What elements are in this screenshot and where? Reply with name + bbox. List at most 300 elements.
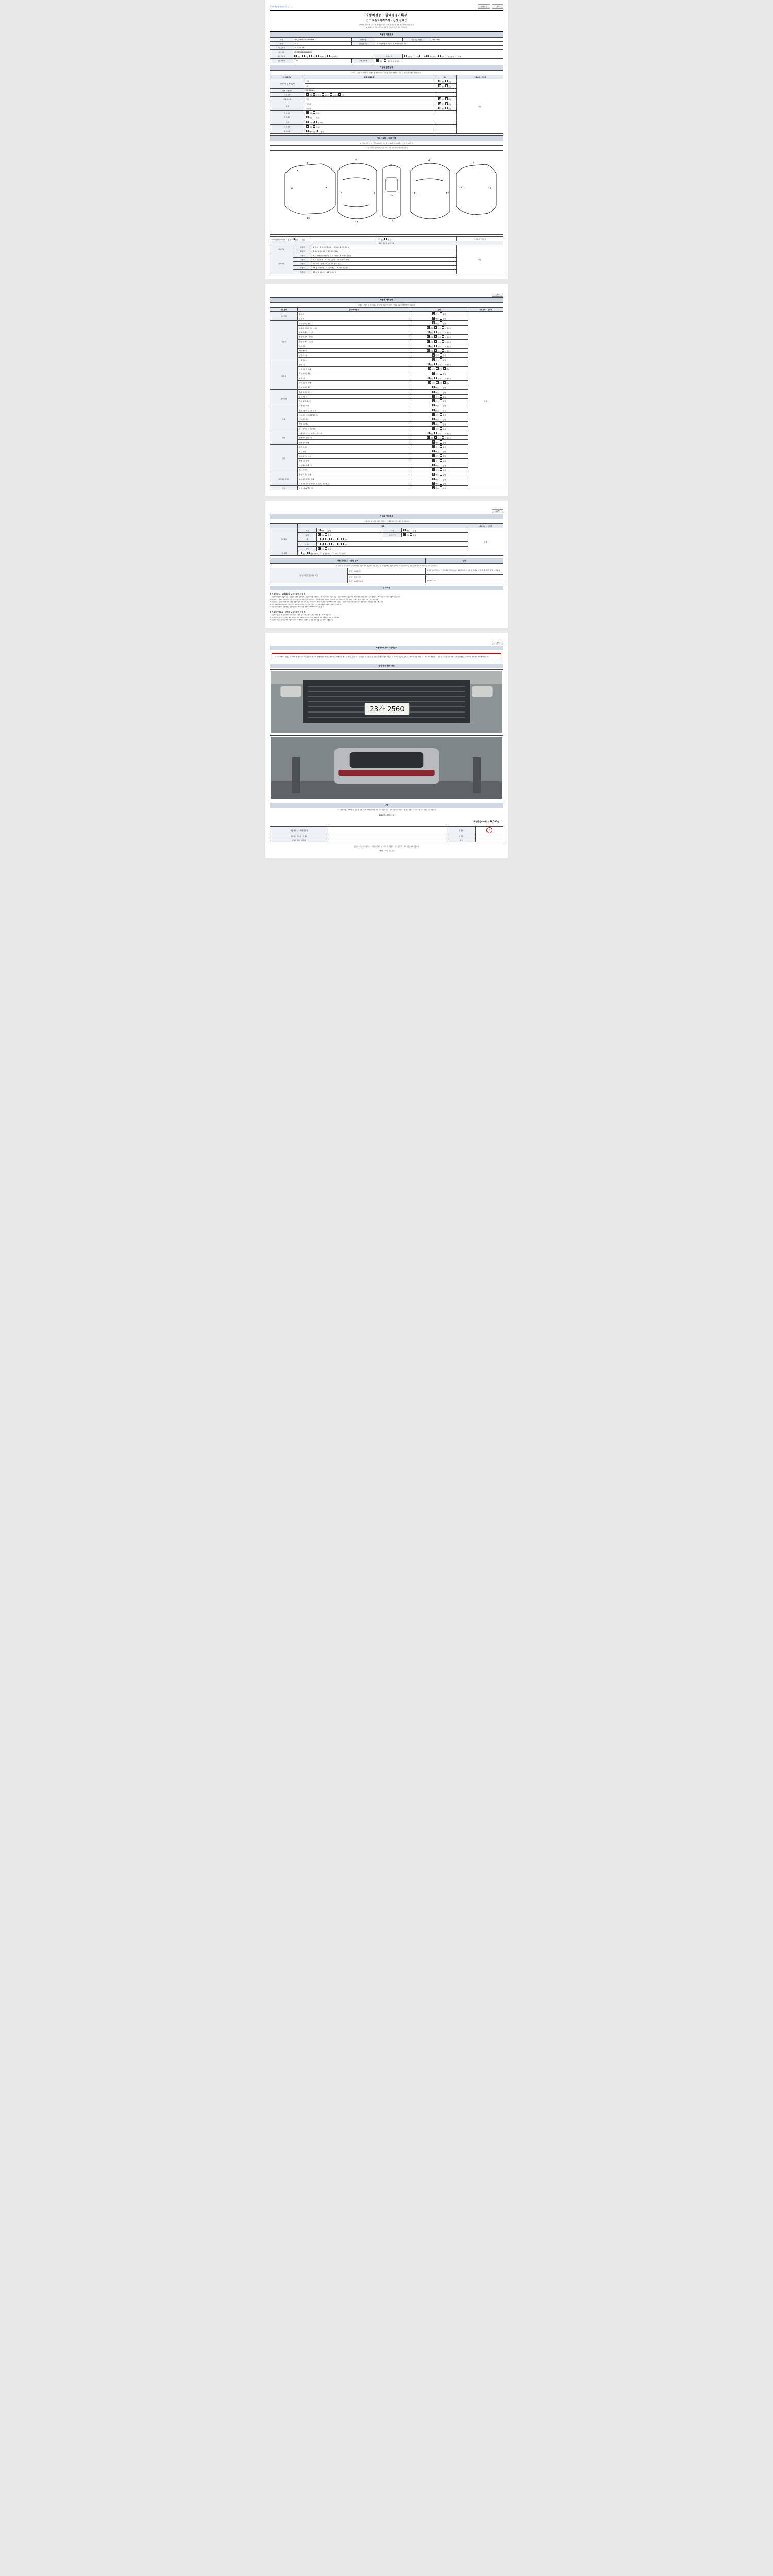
- frame-rank-6: 4랭크: [293, 266, 312, 270]
- fuel-gasoline[interactable]: 가솔린: [404, 56, 412, 58]
- frame-rank-2: 2랭크: [293, 249, 312, 253]
- parts-item-state[interactable]: 없음 누수 미세누수: [410, 344, 468, 348]
- warning-item: 2. 자동차성능 · 상태점검자의 가격조사 · 산정 내용은 매수인이 자동차가격조사 · 산정을 의뢰한 경우에만 기재하며, 자동차가격조사 · 산정 금액은 구매 시 참고사항이며 법적 효력은 없습니다.: [270, 598, 379, 600]
- parts-row: [270, 316, 503, 321]
- parts-row: [270, 376, 503, 380]
- parts-item-state[interactable]: 없음 누수 미세누수: [410, 348, 468, 353]
- frame-rank-5: 3랭크: [293, 262, 312, 266]
- warning-heading: 유의사항: [270, 586, 503, 590]
- row-item-usechange[interactable]: 없음 있음: [305, 115, 433, 120]
- frame-legend-left: ☑ 사고(수리)이력(사고 있음) 없음 있음: [270, 236, 312, 241]
- sign-stamp-1: 인: [475, 826, 503, 834]
- section-basic-heading: 자동차 기본정보: [270, 32, 503, 38]
- page-badge-3: (3/4쪽): [492, 509, 503, 513]
- print-button[interactable]: 인쇄하기: [478, 4, 490, 9]
- parts-item-state[interactable]: 양호 불량: [410, 403, 468, 408]
- other-state-cleaning[interactable]: 양호 불량: [401, 533, 468, 537]
- row-item-option[interactable]: 없음 있음: [305, 124, 433, 129]
- sign-date: 2026년 03월 11일: [379, 814, 394, 816]
- parts-item-label: 원동기: [298, 312, 410, 316]
- parts-row: [270, 380, 503, 385]
- label-vin: 차대번호: [270, 50, 293, 54]
- photo-2-box: [270, 735, 503, 800]
- parts-row: [270, 371, 503, 376]
- frame-items-1: 1. 후드 2. 프론트펜더(좌) 3.도어 4.트렁크리드: [312, 245, 457, 249]
- row-state-front-seat[interactable]: 양호 불량: [433, 101, 457, 106]
- sign-row-sk-1: 점검자: [447, 826, 475, 834]
- parts-item-state[interactable]: 없음 누유 미세누유: [410, 435, 468, 440]
- warning-block: [270, 586, 503, 622]
- parts-item-state[interactable]: 양호 불량: [410, 445, 468, 449]
- other-col-price: 가격조사 · 산정가: [468, 524, 503, 528]
- parts-item-state[interactable]: 양호 불량: [410, 426, 468, 431]
- odo-normal[interactable]: 정상: [376, 60, 382, 62]
- row-item-front-seat: 앞좌석: [305, 101, 433, 106]
- parts-item-label: 커넥팅로드: [298, 358, 410, 362]
- parts-item-state[interactable]: 양호 불량: [410, 389, 468, 394]
- parts-item-state[interactable]: 양호 불량: [410, 454, 468, 459]
- fee-line: 책정받은수수료 : 66,700원: [473, 820, 499, 823]
- fuel-hybrid[interactable]: 하이브리드: [426, 56, 437, 58]
- row-state-meter[interactable]: 양호 불량: [433, 83, 457, 88]
- parts-item-state[interactable]: 양호 불량: [410, 358, 468, 362]
- parts-item-label: 오일누유: [298, 376, 410, 380]
- parts-item-label: 오일유량 및 상태: [298, 380, 410, 385]
- row-state-tuning: [433, 111, 457, 115]
- warning-item: 4. 성능 · 상태점검 내용에 대한 이의가 있는 경우에는 자동차성능 · 상태점검자 또는 자동차매매업자에게 문의하시기 바랍니다.: [270, 604, 342, 606]
- frame-price-head: 가격조사 · 산정가: [457, 236, 503, 241]
- estimate-label-opinion: 특기사항 및 점검자의 의견: [270, 568, 348, 583]
- svg-text:4: 4: [428, 159, 430, 162]
- parts-item-label: 추진축 및 베어링: [298, 399, 410, 403]
- parts-item-label: 라디에이터: [298, 348, 410, 353]
- parts-row: [270, 348, 503, 353]
- accident-table: [270, 135, 503, 150]
- other-item-glass: 유리: [298, 546, 316, 551]
- parts-item-state[interactable]: 양호 불량: [410, 467, 468, 472]
- parts-item-state[interactable]: 없음 누유 미세누유: [410, 339, 468, 344]
- svg-text:16: 16: [355, 221, 359, 224]
- parts-row: [270, 403, 503, 408]
- svg-text:11: 11: [414, 192, 417, 195]
- frame-outer-label: 외판부위: [270, 245, 293, 253]
- page-wrapper: [0, 0, 773, 858]
- sign-row-key-2: 자동차가격조사 · 산정자: [270, 834, 328, 838]
- parts-row: [270, 326, 503, 330]
- svg-text:3: 3: [390, 164, 392, 167]
- section-detail-note: (매도, 주요골격, 거래조사 · 산정에 및 체크사항은 동시산정 자동차가격조사 · 산정을 원하신 경우에만 작성됩니다): [270, 70, 503, 75]
- estimate-key-3: 점검 · 상태점검일자: [348, 579, 426, 583]
- parts-item-state[interactable]: 양호 불량: [410, 421, 468, 426]
- row-group-noise: 진동 / 소음: [270, 97, 305, 101]
- parts-row: [270, 408, 503, 413]
- row-item-rental: 상용: [305, 79, 433, 83]
- parts-row: [270, 467, 503, 472]
- frame-rank-4: 2랭크: [293, 258, 312, 262]
- parts-row: [270, 362, 503, 367]
- parts-item-state[interactable]: 적정 부족 과다: [410, 367, 468, 371]
- estimate-note: ※ 가격조사 · 산정가격은 당일차량상태 기준가격에 성능상태 부분 가격조사 · 산정금액을 합산한 금액입니다. (감가상태 등 차량정보에 따라 가격이 변동 될 수 있습니다.): [270, 563, 503, 568]
- parts-item-state[interactable]: 양호 불량: [410, 413, 468, 417]
- accident-note-2: ※ 하단 항목은 실제의 기준으로, 기타 차체 특성 상태차에 판매자 동의: [270, 145, 503, 150]
- estimate-right-head: 인하: [426, 558, 503, 563]
- parts-item-label: 배력장치 상태: [298, 440, 410, 445]
- parts-row: [270, 394, 503, 399]
- parts-item-label: 작동상태(공회전): [298, 321, 410, 326]
- frame-items-7: 17. 트렁크플로어 18. 루프레일: [312, 270, 457, 274]
- parts-item-state[interactable]: 없음 누유 미세누유: [410, 431, 468, 435]
- label-car-name: 차명: [270, 38, 293, 42]
- row-item-warranty[interactable]: 배터리등록 없음: [305, 129, 433, 133]
- parts-row: [270, 458, 503, 463]
- other-group-repair: 수리필요: [270, 528, 298, 551]
- section-accident-heading: 사고 · 교환 · 수리 이력: [270, 135, 503, 141]
- opt-etc[interactable]: 무단변속기: [327, 56, 338, 58]
- parts-row: [270, 477, 503, 481]
- other-info-table: [270, 514, 503, 555]
- parts-item-state[interactable]: 양호 불량: [410, 399, 468, 403]
- parts-item-state[interactable]: 양호 불량: [410, 458, 468, 463]
- parts-item-state[interactable]: 양호 불량: [410, 449, 468, 454]
- col-item: 항목/해당항목: [298, 308, 410, 312]
- sign-stamp-3: [475, 838, 503, 842]
- warning-item: 1. 자동차매매업자가 자동차성능 · 상태점검자에게 의뢰하여 「자동차관리법 시행규칙」 제120조에 따른 자동차성능 · 상태점검기록부를 발급받아 매수인에게 고지한 경우 자동차매매업자는 해당 내용에 대하여 보증책임을 집니다.: [270, 596, 401, 598]
- parts-group-3: 동력전달: [270, 389, 298, 408]
- parts-item-label: 타이로드엔드: [298, 421, 410, 426]
- value-inspection: 2024년 11월 13일 ~ 2026년 11월 13일: [375, 42, 503, 46]
- parts-row: [270, 431, 503, 435]
- document: [265, 0, 508, 858]
- parts-item-label: 실린더 헤드 / 개스킷: [298, 339, 410, 344]
- parts-item-label: 시동 모터: [298, 449, 410, 454]
- svg-text:23가 2560: 23가 2560: [369, 706, 405, 714]
- svg-text:17: 17: [390, 218, 394, 222]
- parts-row: [270, 334, 503, 339]
- frame-damage-table: [270, 236, 503, 275]
- parts-group-1: 원동기: [270, 321, 298, 362]
- warning-section-heading-1: ※ 자동차가격조사 · 산정자 보증에 관한 사항 등: [270, 611, 306, 613]
- parts-row: [270, 312, 503, 316]
- row-state-rear-seat[interactable]: 양호 불량: [433, 106, 457, 111]
- label-year: 연식: [270, 42, 293, 46]
- warning-item: 5. 점검 · 상태점검자의 보증범위는 점검일로부터 30일 이내, 주행거리 2,000km 이내로 합니다.: [270, 606, 325, 608]
- parts-row: [270, 367, 503, 371]
- title-note-1: (거래상 기준가격은 동시산정 자동차가격조사 · 산정 등에 의한 경우에만 작성됩니다): [359, 24, 414, 26]
- section-other-note: (중 항목은 동시산정 자동차가격조사 · 산정을 원하신 경우에만 작성됩니다): [270, 519, 503, 524]
- svg-text:6: 6: [291, 187, 293, 190]
- parts-item-state[interactable]: 없음 누유 미세누유: [410, 376, 468, 380]
- photo-heading: 점검 당시 촬영 사진: [270, 664, 503, 668]
- parts-item-label: 오일유량 및 상태: [298, 367, 410, 371]
- other-item-wheel: 휠: [298, 537, 316, 541]
- parts-group-7: 고전원전기장치: [270, 472, 298, 486]
- row-state-option: [433, 124, 457, 129]
- sign-row-key-3: 자동차매매 · 사업자: [270, 838, 328, 842]
- parts-item-state[interactable]: 양호 불량: [410, 385, 468, 389]
- parts-item-label: 작동상태(공회전): [298, 371, 410, 376]
- parts-item-label: 구동축전지 격리 상태: [298, 477, 410, 481]
- fuel-diesel[interactable]: 디젤: [413, 56, 419, 58]
- parts-item-label: 실내송풍 모터: [298, 458, 410, 463]
- page-badge-1: (1/4쪽): [492, 4, 503, 9]
- label-transmission: 변속기종류: [270, 54, 293, 59]
- parts-item-label: 디퍼런셜 기어: [298, 403, 410, 408]
- parts-item-label: 실린더 커버(로커암 커버): [298, 326, 410, 330]
- frame-items-4: 9. 프론트패널 10. 크로스멤버 11. 인사이드패널: [312, 258, 457, 262]
- odo-abnormal[interactable]: 비정상: [384, 60, 392, 62]
- parts-group-0: 자기진단: [270, 312, 298, 321]
- other-item-polish: 광택: [298, 533, 316, 537]
- parts-item-label: 연료누출(LPG포함): [298, 486, 410, 490]
- row-item-tuning[interactable]: 없음 있음: [305, 111, 433, 115]
- doc-link[interactable]: 자동차성능·상태점검기록부: [270, 6, 289, 8]
- warning-body: [270, 592, 503, 622]
- svg-text:5: 5: [473, 162, 475, 165]
- svg-text:12: 12: [446, 192, 449, 195]
- parts-item-state[interactable]: 없음 누유 미세누유: [410, 330, 468, 335]
- other-state-exterior[interactable]: 양호 불량: [316, 528, 383, 533]
- col-device: 주요장치: [270, 308, 298, 312]
- col-state: 상태: [410, 308, 468, 312]
- row-state-usechange: [433, 115, 457, 120]
- estimate-value-1: 점검에 적은 항목이 기재 부분은 점검시에서 제외되며 특기 사항은 차량의 구조, 도색, 부식 판별 수 있습니다.: [426, 568, 503, 574]
- row-item-meter: 계기: [305, 83, 433, 88]
- parts-group-5: 제동: [270, 431, 298, 445]
- other-item-tire: 타이어: [298, 541, 316, 546]
- frame-rank-1: 1랭크: [293, 245, 312, 249]
- estimate-value-3: 2026-03-11: [426, 579, 503, 583]
- parts-item-state[interactable]: 적정 부족: [410, 353, 468, 358]
- parts-item-state[interactable]: 없음 누유 미세누유: [410, 334, 468, 339]
- opt-cvt[interactable]: 무단: [309, 56, 315, 58]
- page-badge-2: (2/4쪽): [492, 293, 503, 297]
- other-state-tire[interactable]: 전 후 좌 우 기타: [316, 541, 468, 546]
- confirm-text: 본인(매수인)은 자동차성능 · 상태점검기록부 및 「자동차가격조사 · 산정 선택란」 교부받았음을 확인합니다.: [354, 845, 419, 848]
- parts-item-label: 냉각수 수량: [298, 353, 410, 358]
- parts-row: [270, 472, 503, 477]
- row-item-noise: 엔진: [305, 97, 433, 101]
- svg-text:8: 8: [341, 192, 343, 195]
- parts-table: [270, 297, 503, 490]
- other-col-group: [270, 524, 298, 528]
- parts-item-label: 고전원전기배선 상태(피복, 손상, 절연체 등): [298, 481, 410, 486]
- signature-table: [270, 826, 503, 842]
- label-inspection: 검사유효기간: [351, 42, 375, 46]
- parts-item-label: 충전구 절연 상태: [298, 472, 410, 477]
- section-part-note: (거래상 · 산정에 및 체크사항은 동시산정 자동차가격조사 · 산정을 원하신 경우에만 작성됩니다): [270, 303, 503, 308]
- parts-item-label: 브레이크 오일 누유: [298, 435, 410, 440]
- parts-row: [270, 417, 503, 421]
- estimate-value-2: [426, 574, 503, 579]
- other-item-exterior: 외장: [298, 528, 316, 533]
- parts-item-state[interactable]: 없음 누유 미세누유: [410, 362, 468, 367]
- other-item-cleaning: 룸 크리닝: [383, 533, 401, 537]
- price-col-detail: 만원: [457, 79, 503, 133]
- other-basic-items[interactable]: 없음 사용설명서 안전삼각대 잭 스패너: [298, 551, 468, 555]
- parts-item-label: 변속기: [298, 316, 410, 321]
- other-state-interior[interactable]: 양호 불량: [401, 528, 468, 533]
- sign-row-val-1: [328, 826, 447, 834]
- other-col-item: 항목: [298, 524, 468, 528]
- label-first-reg: 최초등록일: [270, 46, 293, 50]
- frame-rank-7: 5랭크: [293, 270, 312, 274]
- sign-row-sk-2: 점검자: [447, 834, 475, 838]
- other-state-glass[interactable]: 양호 불량: [316, 546, 468, 551]
- row-value-current-km: 12,339 km: [305, 88, 456, 92]
- parts-item-state[interactable]: 없음 누유: [410, 408, 468, 413]
- sign-note: 「자동차관리법」 제58조 및 같은 법 시행규칙 제120조에 따라 위와 같이 자동차성능 · 상태점검 및 가격조사 · 산정을 하였고, 그 기록부를 교부하였음을 확인합니다.: [337, 808, 436, 811]
- parts-row: [270, 435, 503, 440]
- value-vin: JTHB4AADX05004900: [293, 50, 503, 54]
- opt-auto[interactable]: 자동: [294, 56, 300, 58]
- frame-items-3: 6. 쿼터패널(리어펜더) 7. 루프패널 8. 사이드실패널: [312, 253, 457, 258]
- other-state-wheel[interactable]: 전 후 좌 우 기타: [316, 537, 468, 541]
- parts-item-label: 발전기 출력: [298, 445, 410, 449]
- parts-item-state[interactable]: 양호 불량: [410, 417, 468, 421]
- opt-semi[interactable]: 세미오토: [316, 56, 326, 58]
- col-main-1: ☑ 사용이력: [270, 75, 305, 79]
- parts-item-state[interactable]: 양호 불량: [410, 394, 468, 399]
- other-state-polish[interactable]: 양호 불량: [316, 533, 383, 537]
- parts-row: [270, 330, 503, 335]
- row-group-airbag: 주요옵션: [270, 92, 305, 97]
- warning-section-heading-0: ※ 자동차성능 · 상태점검자 보증에 관한 사항 등: [270, 592, 306, 595]
- sign-heading: 서명: [270, 803, 503, 808]
- parts-item-state[interactable]: 양호 불량: [410, 321, 468, 326]
- parts-item-label: 스티어링펌프: [298, 417, 410, 421]
- parts-item-state[interactable]: 양호 불량: [410, 312, 468, 316]
- sign-row-val-2: [328, 834, 447, 838]
- sign-row-key-1: 자동차성능 · 상태 점검자: [270, 826, 328, 834]
- parts-row: [270, 481, 503, 486]
- parts-row: [270, 385, 503, 389]
- sign-row-val-3: [328, 838, 447, 842]
- parts-item-label: 실린더 블록 / 오일팬: [298, 334, 410, 339]
- value-engine-type: T24A: [293, 58, 351, 63]
- opt-manual[interactable]: 수동: [302, 56, 308, 58]
- col-partprice: 가격조사 · 산정가: [468, 308, 503, 312]
- car-diagram: [270, 150, 503, 235]
- svg-text:7: 7: [325, 187, 327, 190]
- parts-group-2: 변속기: [270, 362, 298, 389]
- value-odo-state: 정상 비정상 표시 이상: [375, 58, 503, 63]
- parts-item-state[interactable]: 양호 불량: [410, 440, 468, 445]
- parts-group-4: 조향: [270, 408, 298, 431]
- parts-row: [270, 413, 503, 417]
- parts-item-label: 윈도우 모터: [298, 467, 410, 472]
- value-plate: 23가2560: [431, 38, 503, 42]
- svg-text:10: 10: [390, 195, 394, 198]
- accident-note-1: ※ 상태표시 부호 : X (교환), W (판금 또는 웰드), A (용접), C (교환), T (부식), U (흠집): [270, 141, 503, 145]
- value-year: 2025: [293, 42, 351, 46]
- parts-item-state[interactable]: 양호 불량: [410, 481, 468, 486]
- value-detail-name: [375, 38, 402, 42]
- fuel-ev[interactable]: 전기: [438, 56, 444, 58]
- title-note-2: ※ 유의사항 기재내용 동의 부분은 반드시 읽어보시기 바랍니다: [366, 26, 407, 28]
- row-item-color[interactable]: 무채색 유채색: [305, 120, 433, 124]
- fuel-other[interactable]: 기타: [455, 56, 461, 58]
- frame-items-2: 5.라디에이터서포트(볼트체결부품): [312, 249, 457, 253]
- parts-item-label: 오일누유: [298, 362, 410, 367]
- parts-row: [270, 463, 503, 467]
- parts-item-state[interactable]: 양호 불량: [410, 472, 468, 477]
- fee-value: 66,700원: [489, 820, 499, 823]
- parts-row: [270, 486, 503, 490]
- warning-item: 1. 자동차가격조사 · 산정은 매수인이 의뢰한 경우에만 실시되며 그 결과는 참고자료로 활용하시기 바랍니다.: [270, 614, 331, 616]
- row-state-noise[interactable]: 양호 불량: [433, 97, 457, 101]
- row-item-airbag[interactable]: 없음 운전석 동승석 사이드 커튼: [305, 92, 433, 97]
- section-detail-heading: 자동차 종합상태: [270, 65, 503, 70]
- estimate-key-2: 점검 · 조사산정자: [348, 574, 426, 579]
- parts-group-8: 연료: [270, 486, 298, 490]
- parts-item-state[interactable]: 없음 누유 미세누유: [410, 326, 468, 330]
- other-group-basic: 기본품목: [270, 551, 298, 555]
- page-title: 자동차성능 · 상태점검기록부: [365, 14, 408, 18]
- parts-row: [270, 321, 503, 326]
- page4-redbox: ※「가격조사 · 산정」은 100%가 정확하다고 보증할 수 없으며 관계 법령에 의한 소비자의 요청에 의한 참고용 가격조사입니다. 본 차량은 성능점검 및 품질보증 대상차량이 아님을 고지하며, 차량의 상태는 구매자가 직접 확인 후 구매하시기 바랍니다. 차량 보증 및 환불에 대한 구체적인 내용은 소비자와 판매자의 계약에 따릅니다.: [272, 653, 501, 660]
- row-group-current-km: 현재 주행거리: [270, 88, 305, 92]
- parts-row: [270, 339, 503, 344]
- fuel-h2[interactable]: 수소전기: [445, 56, 454, 58]
- fuel-lpg[interactable]: LPG: [419, 56, 426, 58]
- value-transmission: [293, 54, 375, 59]
- row-state-warranty: [433, 129, 457, 133]
- photo-rear-lift: [271, 737, 502, 799]
- parts-item-state[interactable]: 없음 누출: [410, 486, 468, 490]
- row-item-rear-seat: 뒤좌석: [305, 106, 433, 111]
- value-first-reg: 2024-11-13: [293, 46, 503, 50]
- label-detail-name: 세부명칭: [351, 38, 375, 42]
- page-badge-4: (4/4쪽): [492, 641, 503, 645]
- overall-state-table: [270, 65, 503, 134]
- parts-item-label: 동력조향 작동 오일 누유: [298, 408, 410, 413]
- parts-item-state[interactable]: 양호 불량: [410, 371, 468, 376]
- parts-row: [270, 344, 503, 348]
- confirm-sign: 매수인 : (서명 또는 인): [379, 849, 394, 852]
- label-plate: 자동차등록번호: [403, 38, 431, 42]
- parts-item-state[interactable]: 양호 불량: [410, 316, 468, 321]
- frame-rank-3: 1랭크: [293, 253, 312, 258]
- page4-title: 자동차가격조사 · 산정단서: [270, 646, 503, 650]
- parts-item-state[interactable]: 적정 부족 과다: [410, 380, 468, 385]
- frame-price-col: 만원: [457, 245, 503, 274]
- svg-text:9: 9: [374, 192, 376, 195]
- parts-row: [270, 426, 503, 431]
- parts-item-state[interactable]: 양호 불량: [410, 463, 468, 467]
- fee-label: 책정받은수수료: [473, 820, 488, 823]
- parts-row: [270, 440, 503, 445]
- basic-info-table: [270, 32, 503, 63]
- frame-items-6: 14. 플로어패널 15. 리어패널 16. 패키지트레이: [312, 266, 457, 270]
- parts-price-col: 만원: [468, 312, 503, 490]
- parts-item-label: 클러치 어셈블리: [298, 389, 410, 394]
- row-state-rental[interactable]: 양호 불량: [433, 79, 457, 83]
- parts-row: [270, 445, 503, 449]
- label-odo-state: 주행거리계: [351, 58, 375, 63]
- parts-row: [270, 421, 503, 426]
- warning-item: 2. 자동차가격조사 · 산정 내용은 해당 자동차의 현재 상태를 기준으로 산정한 금액이며 실제 거래금액과 다를 수 있습니다.: [270, 617, 340, 619]
- section-part-heading: 자동차 세부상태: [270, 298, 503, 303]
- svg-text:13: 13: [459, 187, 463, 190]
- svg-text:2: 2: [355, 159, 357, 162]
- parts-item-state[interactable]: 양호 불량: [410, 477, 468, 481]
- parts-row: [270, 358, 503, 362]
- parts-body: [270, 312, 503, 490]
- other-price-col: 만원: [468, 528, 503, 555]
- photo-front: [271, 671, 502, 733]
- row-group-option: 주요옵션: [270, 124, 305, 129]
- row-group-usechange: 용도변경: [270, 115, 305, 120]
